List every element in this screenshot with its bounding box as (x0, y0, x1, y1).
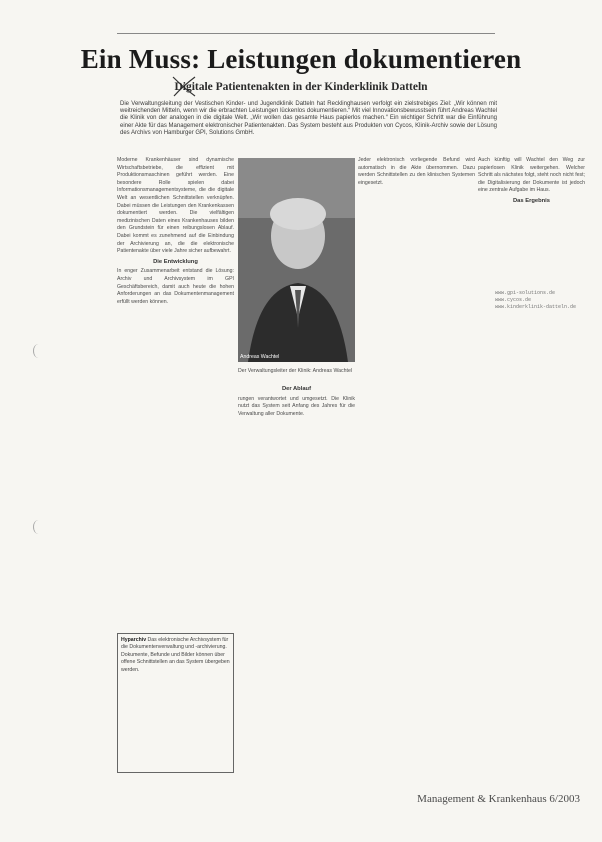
article-lead: Die Verwaltungsleitung der Vestischen Kinder- und Jugendklinik Datteln hat Recklinghausen verfolgt ein zielstrebiges Ziel: „Wir können mit weitreichenden Mitteln, wenn wir die erbrachten Leistungen lückenlos dokumentieren.“ Mit viel Innovationsbewusstsein führt Andreas Wachtel die Klinik von der analogen in die digitale Welt. „Wir wollen das gesamte Haus papierlos machen.“ Ein wichtiger Schritt war die Einführung einer Akte für das Management elektronischer Patientenakten. Das System besteht aus Produkten von Cycos, Klinik-Archiv sowie der Lösung des Archivs von Hamburger GPI, Solutions GmbH. (120, 101, 497, 136)
column-2 (238, 383, 355, 771)
column-3 (358, 157, 475, 347)
info-box (117, 633, 234, 773)
body-paragraph: rungen verantwortet und umgesetzt. Die Klinik nutzt das System seit Anfang des Jahres für die Verwaltung aller Dokumente. (238, 395, 355, 417)
publication-footer: Management & Krankenhaus 6/2003 (417, 793, 580, 805)
column-1 (117, 157, 234, 629)
punch-hole-icon (33, 520, 44, 534)
body-paragraph: Moderne Krankenhäuser sind dynamische Wirtschaftsbetriebe, die effizient mit Produktionsmaschinen geführt werden. Eine besondere Rolle spielen dabei Informationsmanagementsysteme, die die digitale Welt an wesentlichen Schnittstellen verknüpfen. Dabei müssen die Leistungen den Krankenkassen dokumentiert werden. Die vielfältigen medizinischen Daten eines Krankenhauses bilden den Grundstein für einen reibungslosen Ablauf. Dabei kommt es zunehmend auf die Einbindung der Archivierung an, die die elektronische Patientenakte über viele Jahre sicher aufbewahrt. (117, 157, 234, 255)
portrait-photo (238, 158, 355, 362)
body-paragraph: Jeder elektronisch vorliegende Befund wird automatisch in die Akte übernommen. Dazu werden Schnittstellen zu den klinischen Systemen eingesetzt. (358, 157, 475, 186)
section-heading: Das Ergebnis (512, 197, 551, 204)
photo-caption: Andreas Wachtel (240, 354, 280, 360)
punch-hole-icon (33, 344, 44, 358)
url-line[interactable]: www.gpi-solutions.de (495, 290, 556, 296)
url-line[interactable]: www.cycos.de (495, 297, 532, 303)
section-heading: Die Entwicklung (153, 258, 198, 265)
info-box-title: Hyparchiv (121, 637, 147, 643)
column-4 (478, 157, 585, 287)
body-paragraph: Auch künftig will Wachtel den Weg zur papierlosen Klinik weitergehen. Welcher Schritt als nächstes folgt, steht noch nicht fest; die Digitalisierung der Dokumente ist jedoch eine zentrale Aufgabe im Haus. (478, 157, 585, 194)
url-line[interactable]: www.kinderklinik-datteln.de (495, 304, 577, 310)
article-title: Ein Muss: Leistungen dokumentieren (80, 44, 522, 74)
url-list (495, 290, 580, 311)
portrait-image-icon (238, 158, 355, 362)
body-paragraph: In enger Zusammenarbeit entstand die Lösung: Archiv und Archivsystem im GPI Geschäftsbereich, damit auch heute die hohen Anforderungen an das Dokumentenmanagement erfüllt werden können. (117, 268, 234, 305)
info-box-text: Das elektronische Archivsystem für die Dokumentenverwaltung und -archivierung. Dokumente, Befunde und Bilder können über offene Schnittstellen an das System übergeben werden. (121, 637, 230, 673)
section-heading: Der Ablauf (281, 386, 312, 392)
article-subtitle: Digitale Patientenakten in der Kinderklinik Datteln (174, 81, 428, 93)
top-rule (117, 33, 495, 34)
photo-subcaption: Der Verwaltungsleiter der Klinik: Andreas Wachtel (238, 368, 352, 374)
